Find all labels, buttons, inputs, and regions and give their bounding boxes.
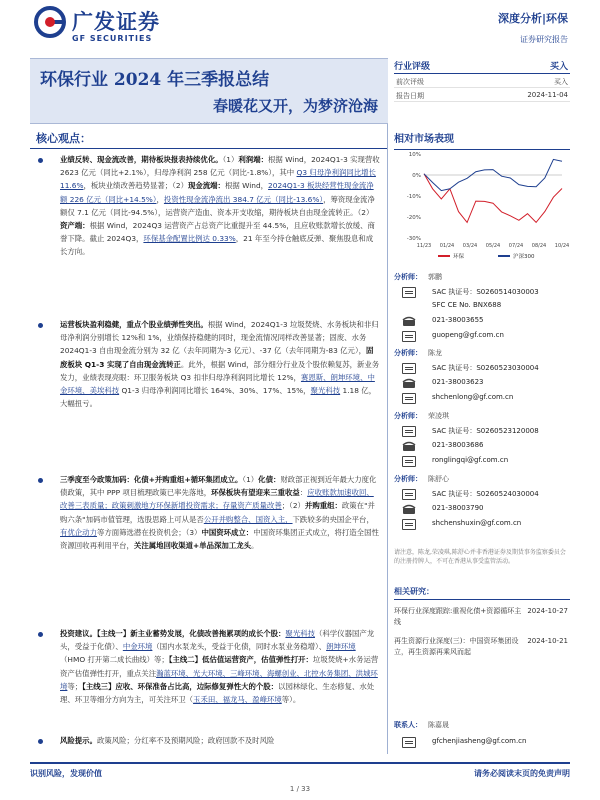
y-tick-label: 0% xyxy=(412,173,421,179)
email-icon xyxy=(402,737,416,748)
report-subtype: 证券研究报告 xyxy=(520,35,568,44)
x-tick-label: 10/24 xyxy=(554,243,570,249)
analyst-sfc: SFC CE No. BNX688 xyxy=(432,301,502,309)
email-icon xyxy=(402,393,416,404)
contact-person xyxy=(394,720,570,760)
title-band xyxy=(30,58,388,124)
y-tick-label: -20% xyxy=(406,215,421,221)
related-item-title: 再生资源行业深度(三)：中国资环集团设立，再生资源再乘风而起 xyxy=(394,637,519,656)
related-item-date: 2024-10-21 xyxy=(527,637,568,645)
page-number: 1 / 33 xyxy=(289,785,311,793)
phone-icon xyxy=(402,316,416,327)
analyst-name: 陈舒心 xyxy=(428,475,449,483)
rating-value: 买入 xyxy=(549,62,568,72)
analyst-email[interactable]: ronglingqi@gf.com.cn xyxy=(432,456,509,464)
analyst-cert: SAC 执证号：S0260514030003 xyxy=(432,288,539,296)
x-tick-label: 05/24 xyxy=(485,243,501,249)
x-tick-label: 03/24 xyxy=(462,243,478,249)
analyst-cert: SAC 执证号：S0260524030004 xyxy=(432,490,539,498)
related-item-date: 2024-10-27 xyxy=(527,607,568,615)
analyst-name: 荣凌琪 xyxy=(428,412,449,420)
gf-logo-icon xyxy=(34,6,66,38)
report-title: 环保行业 2024 年三季报总结 xyxy=(40,70,270,90)
analyst-role-label xyxy=(394,411,449,421)
bullet-icon xyxy=(38,739,43,744)
key-point-4: 投资建议。【主线一】新主业蓄势发展，化债改善拖累项的成长个股：聚光科技（科学仪器国产龙头，受益于化债）、中金环境（国内水泵龙头，受益于化债，同时水泵业务稳增）、朗坤环境（HMO 打开第二成长曲线）等；【主线二】低估值运营资产，估值弹性打开：垃圾焚烧+水务运营资产估值弹性打开，重点关注瀚蓝环境、光大环境、三峰环境、海螺创业、北控水务集团、洪城环境等；【主线三】应收、环保准备占比高，边际修复弹性大的个股：以园林绿化、生态修复、水处理、环卫等细分方向为主，可关注环卫（玉禾田、福龙马、盈峰环境等）。 xyxy=(60,629,379,705)
email-icon xyxy=(402,456,416,467)
divider xyxy=(30,148,387,149)
contact-email[interactable]: gfchenjiasheng@gf.com.cn xyxy=(432,737,527,745)
key-point-3: 三季度至今政策加码：化债+并购重组+循环集团成立。（1）化债：财政部正视到近年最大力度化债政策，其中 PPP 项目梳理政策已率先落地，环保板块有望迎来三重收益：应收账款加速收回、改善三表质量；政策刺激地方环保新增投资需求；存量资产质量改善；（2）并购重组：政策在"并购六条"加码市值管理，选股思路上可从是否公开并购整合、国资入主，下跌较多的央国企平台，有优企动力等方面筛选潜在投资机会；（3）中国资环成立：中国资环集团正式成立，将打造全国性资源回收再利用平台，关注属地回收渠道+单品深加工龙头。 xyxy=(60,475,379,551)
key-point-1: 业绩反转、现金流改善，期待板块报表持续优化。（1）利润端：根据 Wind，2024Q1-3 实现营收 2623 亿元（同比+2.1%），归母净利润 258 亿元（同比-1.8%），其中 Q3 归母净利润同比增长 11.6%，板块业绩改善趋势显著；（2）现金流端：根据 Wind，2024Q1-3 板块经营性现金流净额 226 亿元（同比+14.5%），投资性现金流净流出 384.7 亿元（同比-13.6%），筹资现金流净额仅 7.1 亿元（同比-94.5%），运营资产造血、资本开支收缩，期待板块自由现金流转正。（2）资产端：根据 Wind，2024Q3 运营资产占总资产比重提升至 44.5%，且应收账款增长放缓、商誉下降。截止 2024Q3，环保基金配置比例达 0.33%，21 年至今持仓触底反弹、聚焦股息和成长方向。 xyxy=(60,155,380,257)
previous-rating-value: 买入 xyxy=(554,78,568,86)
y-tick-label: -30% xyxy=(406,236,421,242)
company-logo xyxy=(34,4,184,50)
footer-divider xyxy=(30,762,570,764)
analyst-phone: 021-38003655 xyxy=(432,316,484,324)
analyst-cert: SAC 执证号：S0260523120008 xyxy=(432,427,539,435)
analyst-phone: 021-38003790 xyxy=(432,504,484,512)
id-card-icon xyxy=(402,489,416,500)
y-tick-label: -10% xyxy=(406,194,421,200)
analyst-role-label xyxy=(394,474,449,484)
previous-rating-label: 前次评级 xyxy=(396,78,424,86)
contact-name: 陈嘉晟 xyxy=(428,721,449,729)
analyst-email[interactable]: shchenlong@gf.com.cn xyxy=(432,393,514,401)
contact-role-label xyxy=(394,720,449,730)
bullet-icon xyxy=(38,158,43,163)
rating-header xyxy=(394,58,570,74)
phone-icon xyxy=(402,504,416,515)
report-date-row xyxy=(394,88,570,102)
legend-label: 环保 xyxy=(453,254,465,260)
related-research-title: 相关研究： xyxy=(394,586,570,600)
analyst-phone: 021-38003686 xyxy=(432,441,484,449)
analyst-name: 郭鹏 xyxy=(428,273,442,281)
report-subtitle: 春暖花又开，为梦济沧海 xyxy=(212,97,378,115)
analyst-name: 陈龙 xyxy=(428,349,442,357)
y-tick-label: 10% xyxy=(408,152,421,158)
bullet-icon xyxy=(38,323,43,328)
analyst-phone: 021-38003623 xyxy=(432,378,484,386)
report-date-value: 2024-11-04 xyxy=(527,91,568,99)
x-tick-label: 07/24 xyxy=(508,243,524,249)
bullet-icon xyxy=(38,478,43,483)
analyst-email[interactable]: guopeng@gf.com.cn xyxy=(432,331,504,339)
x-tick-label: 11/23 xyxy=(416,243,432,249)
analyst-role-label xyxy=(394,348,442,358)
footer-slogan: 识别风险，发现价值 xyxy=(30,769,102,778)
previous-rating-row xyxy=(394,74,570,88)
relative-performance-chart xyxy=(394,146,570,266)
analyst-cert: SAC 执证号：S0260523030004 xyxy=(432,364,539,372)
analyst-role-label xyxy=(394,272,442,282)
sidebar-column xyxy=(394,124,570,745)
analyst-role: 分析师： xyxy=(394,412,422,420)
id-card-icon xyxy=(402,287,416,298)
analyst-role: 分析师： xyxy=(394,349,422,357)
disclaimer-note: 请注意，陈龙,荣凌琪,陈舒心并非香港证券及期货事务监察委员会的注册持牌人，不可在香港从事受监管活动。 xyxy=(394,549,566,565)
related-item-title: 环保行业深度跟踪:重视化债+资源循环主线 xyxy=(394,607,522,626)
email-icon xyxy=(402,331,416,342)
rating-label: 行业评级 xyxy=(394,62,431,72)
key-points-title: 核心观点： xyxy=(36,132,91,145)
related-item[interactable] xyxy=(394,636,570,658)
header-meta xyxy=(498,10,568,45)
id-card-icon xyxy=(402,363,416,374)
analyst-role: 分析师： xyxy=(394,475,422,483)
performance-title: 相对市场表现 xyxy=(394,134,454,145)
rating-box xyxy=(394,58,570,102)
analyst-role: 分析师： xyxy=(394,273,422,281)
report-date-label: 报告日期 xyxy=(396,92,424,100)
key-point-5: 风险提示。政策风险；分红率不及预期风险；政府回款不及时风险 xyxy=(60,736,275,745)
x-tick-label: 08/24 xyxy=(531,243,547,249)
footer-disclaimer-link: 请务必阅读末页的免责声明 xyxy=(474,769,570,778)
key-point-2: 运营板块盈利稳健，重点个股业绩弹性突出。根据 Wind，2024Q1-3 垃圾焚烧、水务板块和非归母净利润分别增长 12%和 1%，业绩保持稳健的同时，现金流情况同样改善显著；固废、水务 2024Q1-3 自由现金流分别为 32 亿（去年同期为-3 亿元）、-37 亿（去年同期为-83 亿元），固废板块 Q1-3 实现了自由现金流转正。此外，根据 Wind，部分细分行业及个股依赖复苏，新业务发力，业绩表现亮眼：环卫服务板块 Q3 扣非归母净利润同比增长 12%，赛恩斯、朗坤环境、中金环境、美埃科技 Q1-3 归母净利润同比增长 164%、30%、17%、15%，聚光科技 1.18 亿，大幅扭亏。 xyxy=(60,320,380,409)
x-tick-label: 01/24 xyxy=(439,243,455,249)
bullet-icon xyxy=(38,632,43,637)
phone-icon xyxy=(402,441,416,452)
report-header xyxy=(0,0,600,56)
email-icon xyxy=(402,519,416,530)
report-type: 深度分析|环保 xyxy=(497,12,568,25)
contact-role: 联系人： xyxy=(394,721,422,729)
logo-text-en: GF SECURITIES xyxy=(72,34,153,43)
key-points-column xyxy=(30,124,388,754)
related-item[interactable] xyxy=(394,606,570,628)
logo-text-cn: 广发证券 xyxy=(72,10,160,34)
analyst-email[interactable]: shchenshuxin@gf.com.cn xyxy=(432,519,522,527)
legend-label: 沪深300 xyxy=(513,254,535,260)
phone-icon xyxy=(402,378,416,389)
related-research xyxy=(394,586,570,658)
id-card-icon xyxy=(402,426,416,437)
